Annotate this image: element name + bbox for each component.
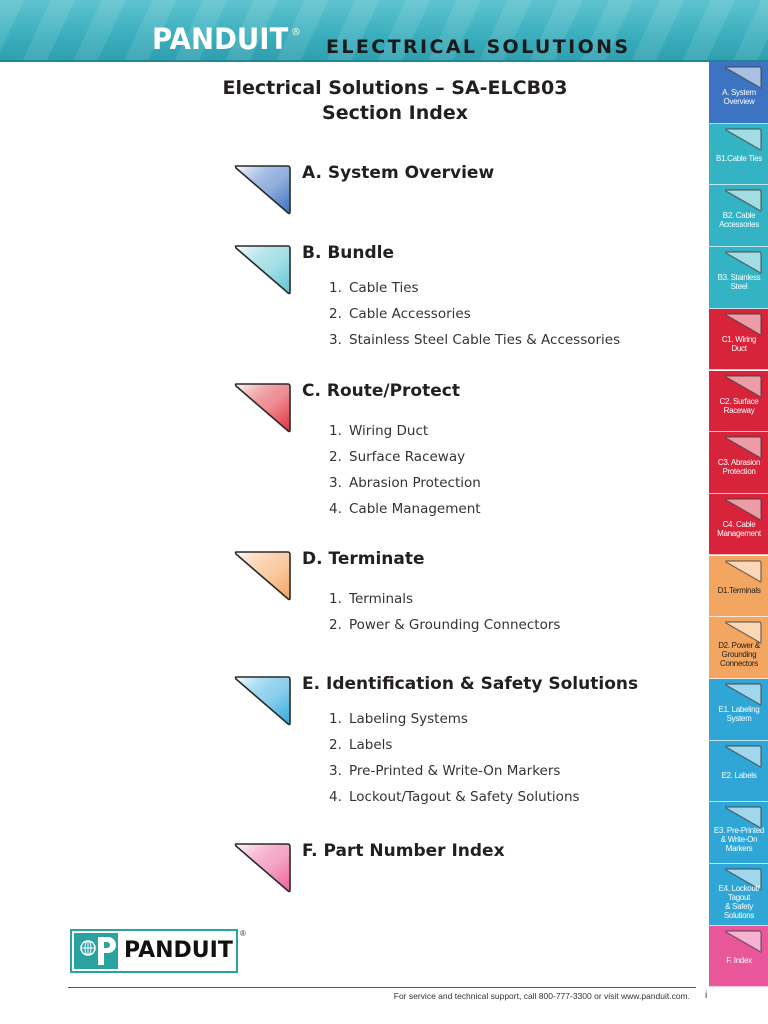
section-list-item <box>329 784 580 810</box>
tab-triangle-icon <box>723 311 763 337</box>
tab-label-line: D1.Terminals <box>717 585 761 595</box>
item-number: 1. <box>329 711 342 727</box>
section-list-item <box>329 496 481 522</box>
tab-label-line: Markers <box>725 844 753 854</box>
footer-registered-mark: ® <box>240 929 246 938</box>
tab-triangle-icon <box>723 126 763 152</box>
section-tab[interactable] <box>709 247 768 309</box>
item-number: 4. <box>329 501 342 517</box>
section-tab[interactable] <box>709 432 768 494</box>
item-text: Surface Raceway <box>349 449 466 465</box>
section-tab[interactable] <box>709 802 768 864</box>
item-number: 3. <box>329 332 342 348</box>
tab-label <box>709 211 768 229</box>
tab-label <box>709 458 768 476</box>
section-heading: D. Terminate <box>302 549 425 569</box>
section-tab[interactable] <box>709 741 768 803</box>
page-title-line2: Section Index <box>322 102 468 124</box>
page-title <box>200 76 590 126</box>
tab-label-line: Raceway <box>723 405 755 415</box>
tab-triangle-icon <box>723 558 763 584</box>
section-tab[interactable] <box>709 864 768 926</box>
item-text: Terminals <box>349 591 414 607</box>
tab-label-line: E3. Pre-Printed <box>713 826 765 836</box>
section-list-item <box>329 586 560 612</box>
section-triangle-icon <box>232 160 292 216</box>
section-triangle-icon <box>232 240 292 296</box>
tab-label <box>709 826 768 853</box>
tab-triangle-icon <box>723 743 763 769</box>
section-item-list <box>329 275 620 353</box>
tab-label-line: Solutions <box>723 911 755 921</box>
tab-label-line: Protection <box>722 467 756 477</box>
tab-label <box>709 586 768 595</box>
tab-label-line: C2. Surface <box>719 396 759 406</box>
item-number: 3. <box>329 763 342 779</box>
section-list-item <box>329 612 560 638</box>
section-tab-strip <box>708 62 768 992</box>
tab-label <box>709 397 768 415</box>
header-band <box>0 0 768 62</box>
tab-triangle-icon <box>723 373 763 399</box>
page-title-line1: Electrical Solutions – SA-ELCB03 <box>222 77 568 99</box>
section-triangle-icon <box>232 838 292 894</box>
tab-label-line: B1.Cable Ties <box>716 153 762 163</box>
item-number: 2. <box>329 737 342 753</box>
section-list-item <box>329 758 580 784</box>
tab-triangle-icon <box>723 434 763 460</box>
item-text: Wiring Duct <box>349 423 429 439</box>
tab-label-line: E4. Lockout/ <box>718 884 760 894</box>
section-heading: F. Part Number Index <box>302 841 505 861</box>
tab-label-line: C3. Abrasion <box>717 458 761 468</box>
tab-label-line: Grounding <box>721 650 757 660</box>
tab-label-line: Accessories <box>719 220 759 230</box>
tab-label-line: C4. Cable <box>722 519 756 529</box>
section-list-item <box>329 327 620 353</box>
section-tab[interactable] <box>709 679 768 741</box>
section-tab[interactable] <box>709 62 768 124</box>
panduit-logo: PANDUIT <box>152 22 289 56</box>
tab-label-line: D2. Power & <box>718 641 760 651</box>
item-text: Labeling Systems <box>349 711 468 727</box>
tab-label <box>709 335 768 353</box>
item-number: 2. <box>329 306 342 322</box>
section-item-list <box>329 586 560 638</box>
tab-label-line: & Write-On <box>720 835 758 845</box>
section-list-item <box>329 470 481 496</box>
section-triangle-icon <box>232 546 292 602</box>
item-text: Power & Grounding Connectors <box>349 617 561 633</box>
panduit-globe-icon <box>74 933 118 969</box>
header-title: ELECTRICAL SOLUTIONS <box>326 36 631 58</box>
tab-label-line: Overview <box>723 97 755 106</box>
section-heading: E. Identification & Safety Solutions <box>302 674 639 694</box>
item-number: 3. <box>329 475 342 491</box>
tab-triangle-icon <box>723 496 763 522</box>
section-tab[interactable] <box>709 494 768 556</box>
item-number: 2. <box>329 449 342 465</box>
section-tab[interactable] <box>709 926 768 988</box>
tab-triangle-icon <box>723 928 763 954</box>
item-number: 2. <box>329 617 342 633</box>
tab-label <box>709 956 768 965</box>
section-tab[interactable] <box>709 185 768 247</box>
item-number: 1. <box>329 591 342 607</box>
section-tab[interactable] <box>709 556 768 618</box>
item-text: Labels <box>349 737 393 753</box>
section-tab[interactable] <box>709 617 768 679</box>
tab-label-line: B2. Cable <box>722 211 756 221</box>
support-note: For service and technical support, call 800-777-3300 or visit www.panduit.com. <box>393 991 690 1001</box>
tab-label-line: F. Index <box>726 955 752 965</box>
item-text: Lockout/Tagout & Safety Solutions <box>349 789 580 805</box>
section-list-item <box>329 444 481 470</box>
section-item-list <box>329 706 580 810</box>
tab-label-line: Management <box>717 528 761 538</box>
tab-label <box>709 884 768 920</box>
footer-logo <box>70 929 238 973</box>
footer-brand-text: PANDUIT <box>124 938 233 963</box>
section-tab[interactable] <box>709 309 768 371</box>
page-number: i <box>705 990 708 1001</box>
tab-label <box>709 705 768 723</box>
section-tab[interactable] <box>709 371 768 433</box>
footer-divider <box>68 987 696 988</box>
section-list-item <box>329 275 620 301</box>
section-list-item <box>329 706 580 732</box>
registered-mark: ® <box>291 27 301 38</box>
tab-label <box>709 88 768 106</box>
item-number: 4. <box>329 789 342 805</box>
section-list-item <box>329 301 620 327</box>
tab-triangle-icon <box>723 249 763 275</box>
tab-label-line: C1. Wiring <box>721 334 757 344</box>
tab-triangle-icon <box>723 64 763 90</box>
item-number: 1. <box>329 280 342 296</box>
item-text: Cable Accessories <box>349 306 471 322</box>
item-text: Pre-Printed & Write-On Markers <box>349 763 561 779</box>
tab-label-line: B3. Stainless <box>717 273 761 283</box>
tab-label <box>709 520 768 538</box>
tab-label-line: E1. Labeling <box>718 705 760 714</box>
section-triangle-icon <box>232 378 292 434</box>
tab-label-line: Steel <box>730 282 748 292</box>
item-text: Abrasion Protection <box>349 475 481 491</box>
item-text: Cable Ties <box>349 280 419 296</box>
section-heading: B. Bundle <box>302 243 395 263</box>
section-tab[interactable] <box>709 124 768 186</box>
item-text: Stainless Steel Cable Ties & Accessories <box>349 332 621 348</box>
section-heading: A. System Overview <box>302 163 495 183</box>
tab-label-line: System <box>726 714 752 723</box>
tab-label <box>709 771 768 780</box>
tab-label <box>709 154 768 163</box>
tab-label <box>709 273 768 291</box>
section-item-list <box>329 418 481 522</box>
section-triangle-icon <box>232 671 292 727</box>
tab-label <box>709 641 768 668</box>
tab-label-line: & Safety <box>725 902 753 912</box>
tab-label-line: E2. Labels <box>721 770 757 780</box>
tab-label-line: Duct <box>731 343 747 353</box>
item-number: 1. <box>329 423 342 439</box>
tab-label-line: A. System <box>722 88 756 97</box>
tab-triangle-icon <box>723 187 763 213</box>
tab-triangle-icon <box>723 681 763 707</box>
section-list-item <box>329 418 481 444</box>
tab-label-line: Tagout <box>727 893 751 903</box>
section-heading: C. Route/Protect <box>302 381 460 401</box>
section-list-item <box>329 732 580 758</box>
tab-label-line: Connectors <box>720 659 758 669</box>
item-text: Cable Management <box>349 501 481 517</box>
